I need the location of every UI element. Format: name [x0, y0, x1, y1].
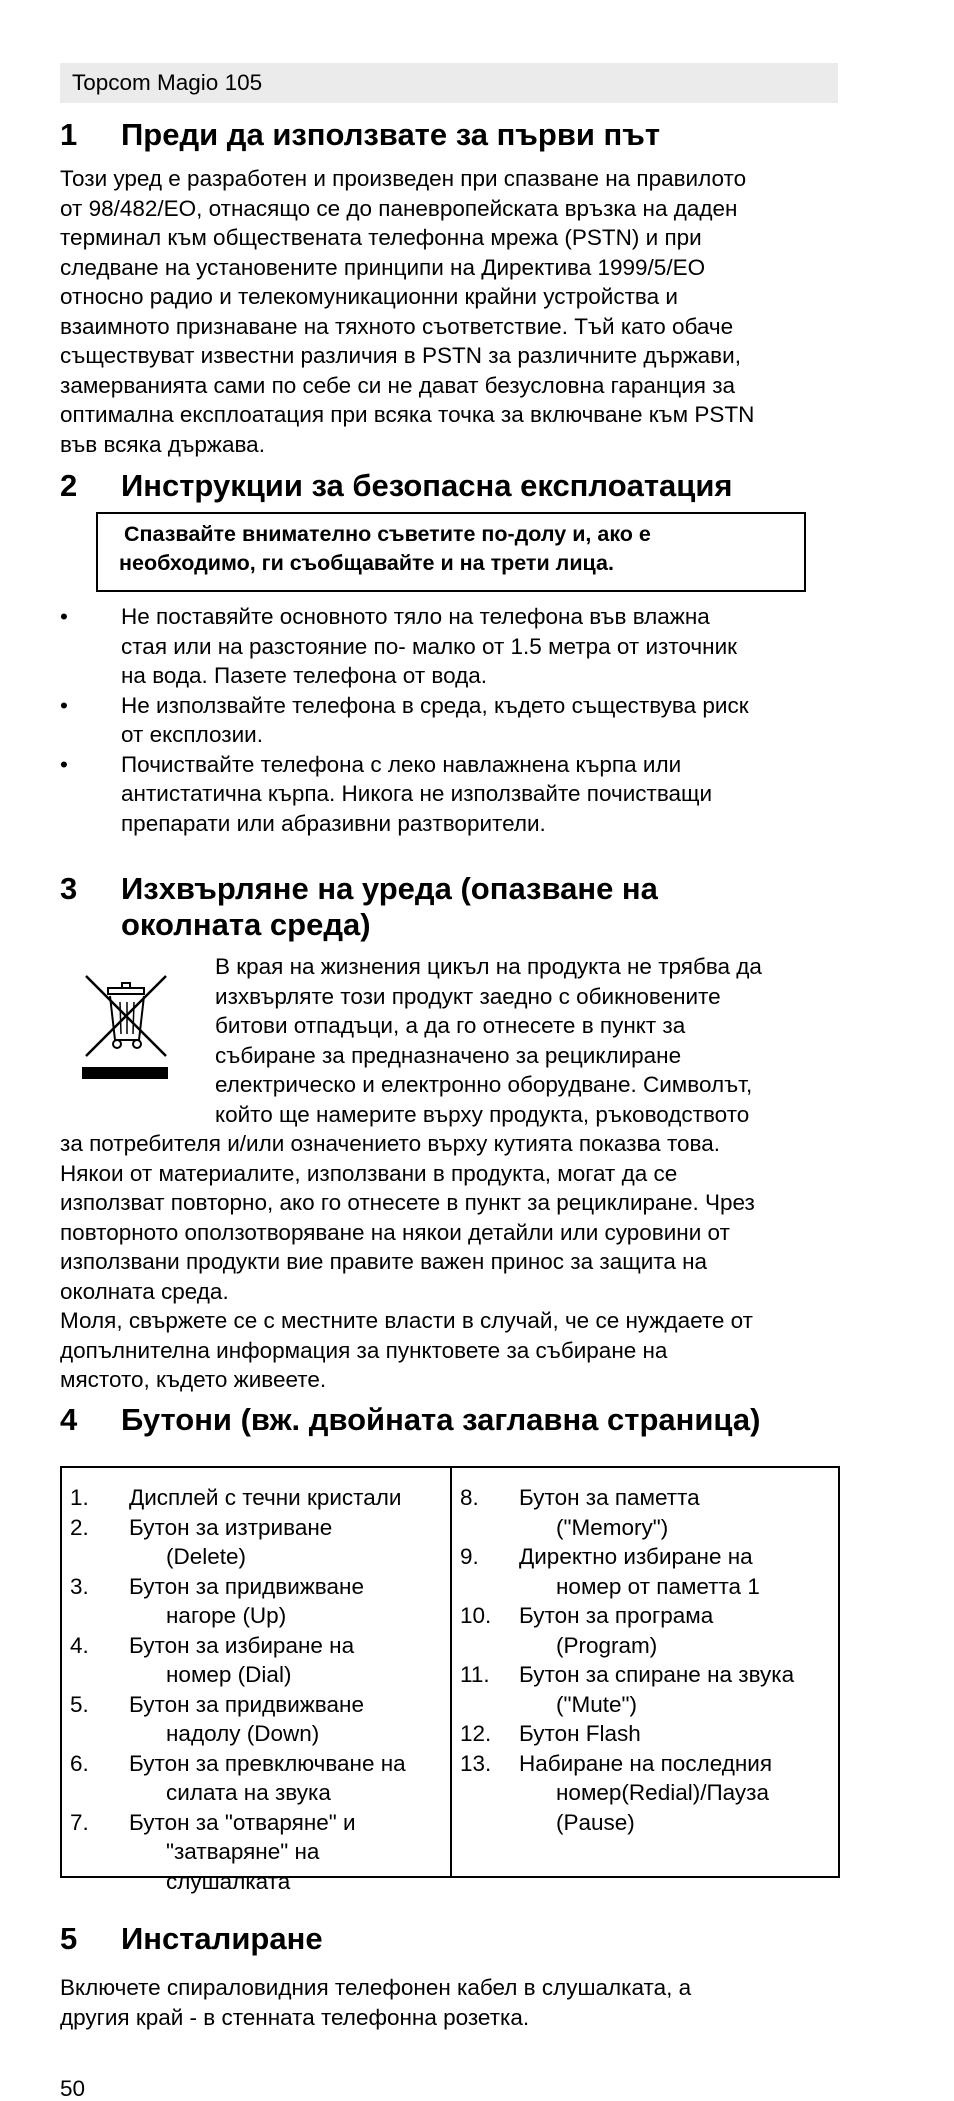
text-line: от 98/482/EO, отнасящо се до паневропейската връзка на даден	[60, 195, 738, 221]
item-text: Дисплей с течни кристали	[129, 1485, 402, 1510]
item-text: Бутон за придвижване	[129, 1573, 364, 1599]
text-line: който ще намерите върху продукта, ръководството	[215, 1101, 750, 1127]
section-title: Инсталиране	[121, 1921, 323, 1956]
text-line: повторното оползотворяване на някои детайли или суровини от	[60, 1219, 730, 1245]
bullet-item	[60, 750, 838, 839]
bullet-item	[60, 602, 838, 691]
item-text-cont: (Program)	[556, 1632, 658, 1658]
item-text: Директно избиране на	[519, 1544, 753, 1569]
item-number: 10.	[460, 1603, 492, 1628]
item-text: Бутон за "отваряне" и	[129, 1809, 356, 1835]
button-legend-item	[70, 1572, 446, 1631]
item-text-cont: номер (Dial)	[166, 1662, 292, 1687]
item-number: 11.	[460, 1662, 490, 1687]
text-line: В края на жизнения цикъл на продукта не трябва да	[215, 954, 762, 979]
section-title: Бутони (вж. двойната заглавна страница)	[121, 1402, 761, 1437]
button-legend-item	[70, 1513, 446, 1572]
item-number: 9.	[460, 1544, 479, 1569]
notice-line: Спазвайте внимателно съветите по-долу и, ако е	[124, 522, 651, 546]
buttons-legend-table	[60, 1466, 840, 1894]
text-line: взаимното признаване на тяхното съответствие. Тъй като обаче	[60, 313, 734, 339]
text-line: събиране за предназначено за рециклиране	[215, 1042, 682, 1068]
section-number: 3	[60, 871, 78, 906]
button-legend-item	[460, 1601, 834, 1660]
text-line: оптимална експлоатация при всяка точка за включване към PSTN	[60, 402, 755, 427]
safety-bullet-list	[60, 602, 838, 838]
column-divider	[450, 1468, 452, 1876]
buttons-left-column	[70, 1483, 446, 1896]
bullet-marker: •	[60, 751, 68, 777]
item-text-cont: номер(Redial)/Пауза	[556, 1780, 769, 1805]
text-line: Включете спираловидния телефонен кабел в слушалката, а	[60, 1975, 692, 2000]
text-line: от експлозии.	[121, 722, 263, 747]
section-number: 5	[60, 1921, 78, 1956]
item-text-cont: (Pause)	[556, 1809, 635, 1835]
item-text: Бутон за програма	[519, 1603, 714, 1628]
text-line: другия край - в стенната телефонна розетка.	[60, 2004, 530, 2030]
text-line: на вода. Пазете телефона от вода.	[121, 663, 487, 688]
item-text-cont: силата на звука	[166, 1780, 331, 1805]
item-text-cont: нагоре (Up)	[166, 1603, 287, 1628]
button-legend-item	[70, 1483, 446, 1513]
bullet-marker: •	[60, 692, 68, 718]
text-line: за потребителя и/или означението върху кутията показва това.	[60, 1131, 720, 1156]
text-line: Този уред е разработен и произведен при спазване на правилото	[60, 166, 747, 191]
section-title: Преди да използвате за първи път	[121, 117, 661, 152]
text-line: Моля, свържете се с местните власти в случай, че се нуждаете от	[60, 1308, 753, 1333]
item-number: 13.	[460, 1750, 492, 1776]
item-text: Бутон за превключване на	[129, 1750, 406, 1776]
item-text-cont: надолу (Down)	[166, 1721, 320, 1746]
button-legend-item	[70, 1808, 446, 1897]
text-line: Не използвайте телефона в среда, където съществува риск	[121, 692, 749, 718]
text-line: изхвърляте този продукт заедно с обикновените	[215, 983, 721, 1009]
text-line: препарати или абразивни разтворители.	[121, 810, 546, 836]
text-line: замерванията сами по себе си не дават безусловна гаранция за	[60, 372, 736, 398]
text-line: стая или на разстояние по- малко от 1.5 метра от източник	[121, 633, 737, 659]
item-text-cont: ("Memory")	[556, 1514, 669, 1540]
section-title: Инструкции за безопасна експлоатация	[121, 468, 733, 503]
section-number: 1	[60, 117, 78, 152]
text-line: използват повторно, ако го отнесете в пункт за рециклиране. Чрез	[60, 1190, 755, 1215]
section-title	[121, 871, 821, 943]
item-text: Набиране на последния	[519, 1750, 773, 1776]
item-number: 3.	[70, 1573, 89, 1599]
item-text: Бутон Flash	[519, 1721, 641, 1746]
text-line: терминал към обществената телефонна мрежа (PSTN) и при	[60, 225, 702, 250]
item-text: Бутон за спиране на звука	[519, 1662, 795, 1687]
item-text: Бутон за избиране на	[129, 1632, 355, 1658]
section-number: 2	[60, 468, 78, 503]
item-number: 4.	[70, 1632, 89, 1658]
bullet-marker: •	[60, 604, 68, 629]
text-line: във всяка държава.	[60, 431, 265, 457]
section-3-indented-body	[215, 952, 838, 1129]
title-line: околната среда)	[121, 907, 371, 942]
item-number: 1.	[70, 1485, 89, 1510]
text-line: Не поставяйте основното тяло на телефона във влажна	[121, 604, 710, 629]
page-number: 50	[60, 2076, 86, 2101]
item-text-cont: номер от паметта 1	[556, 1573, 760, 1599]
text-line: Почиствайте телефона с леко навлажнена кърпа или	[121, 751, 682, 777]
text-line: битови отпадъци, а да го отнесете в пункт за	[215, 1013, 686, 1038]
item-number: 6.	[70, 1750, 89, 1776]
text-line: използвани продукти вие правите важен принос за защита на	[60, 1249, 708, 1274]
button-legend-item	[460, 1660, 834, 1719]
text-line: съществуват известни различия в PSTN за различните държави,	[60, 343, 741, 368]
item-text-cont: ("Mute")	[556, 1691, 637, 1717]
text-line: Някои от материалите, използвани в продукта, могат да се	[60, 1160, 678, 1186]
text-line: електрическо и електронно оборудване. Символът,	[215, 1072, 753, 1097]
section-5-body	[60, 1973, 838, 2032]
safety-notice-box	[96, 512, 806, 592]
button-legend-item	[70, 1631, 446, 1690]
item-text-cont: (Delete)	[166, 1544, 247, 1569]
button-legend-item	[460, 1483, 834, 1542]
item-text: Бутон за придвижване	[129, 1691, 364, 1717]
button-legend-item	[460, 1719, 834, 1749]
text-line: следване на установените принципи на Директива 1999/5/EO	[60, 254, 706, 280]
section-number: 4	[60, 1402, 78, 1437]
text-line: мястото, където живеете.	[60, 1367, 327, 1392]
item-text: Бутон за паметта	[519, 1485, 700, 1510]
button-legend-item	[70, 1749, 446, 1808]
item-number: 7.	[70, 1809, 89, 1835]
text-line: допълнителна информация за пунктовете за събиране на	[60, 1337, 668, 1363]
item-text: Бутон за изтриване	[129, 1514, 333, 1540]
text-line: антистатична кърпа. Никога не използвайте почистващи	[121, 781, 713, 806]
section-1-body	[60, 164, 838, 459]
item-number: 12.	[460, 1721, 492, 1746]
item-number: 8.	[460, 1485, 479, 1510]
running-header: Topcom Magio 105	[60, 63, 838, 103]
weee-crossed-bin-icon	[80, 970, 172, 1085]
bullet-item	[60, 691, 838, 750]
notice-line: необходимо, ги съобщавайте и на трети лица.	[119, 551, 614, 575]
item-text-cont: слушалката	[166, 1868, 291, 1894]
button-legend-item	[460, 1749, 834, 1838]
button-legend-item	[460, 1542, 834, 1601]
buttons-right-column	[460, 1483, 834, 1837]
item-number: 2.	[70, 1514, 89, 1540]
section-3-body	[60, 1129, 838, 1395]
item-number: 5.	[70, 1691, 89, 1717]
text-line: относно радио и телекомуникационни крайни устройства и	[60, 284, 678, 309]
title-line: Изхвърляне на уреда (опазване на	[121, 871, 658, 906]
text-line: околната среда.	[60, 1278, 229, 1304]
item-text-cont: "затваряне" на	[166, 1839, 320, 1864]
button-legend-item	[70, 1690, 446, 1749]
